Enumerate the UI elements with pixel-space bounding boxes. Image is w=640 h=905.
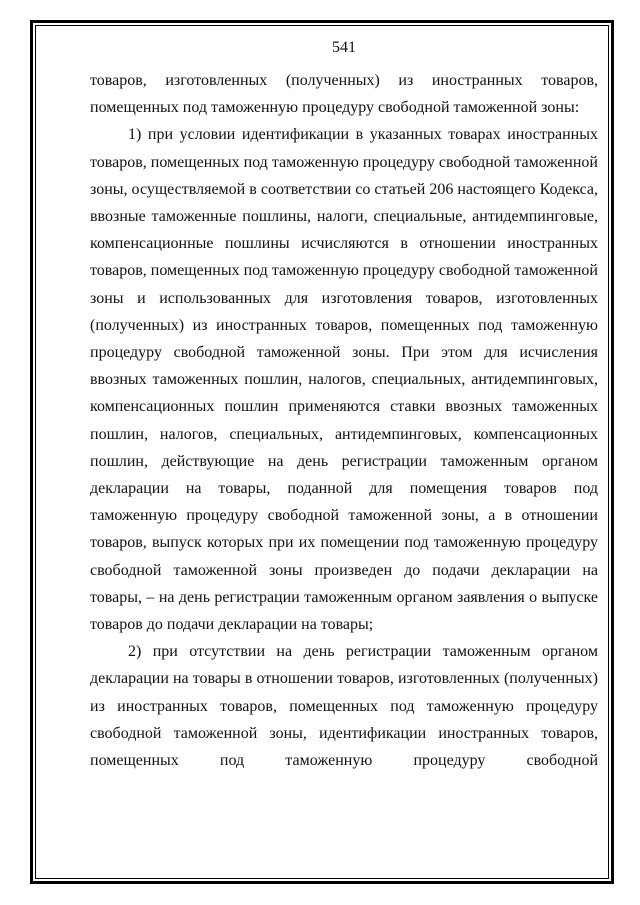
paragraph-continuation: товаров, изготовленных (полученных) из иностранных товаров, помещенных под таможенную процедуру свободной таможенной зоны: — [90, 72, 598, 117]
document-page — [90, 36, 598, 774]
paragraph-item-2: 2) при отсутствии на день регистрации таможенным органом декларации на товары в отношении товаров, изготовленных (полученных) из иностранных товаров, помещенных под таможенную процедуру свободной таможенной зоны, идентификации иностранных товаров, помещенных под таможенную процедуру свободной — [90, 643, 598, 770]
paragraph-item-1: 1) при условии идентификации в указанных товарах иностранных товаров, помещенных под таможенную процедуру свободной таможенной зоны, осуществляемой в соответствии со статьей 206 настоящего Кодекса, ввозные таможенные пошлины, налоги, специальные, антидемпинговые, компенсационные пошлины исчисляются в отношении иностранных товаров, помещенных под таможенную процедуру свободной таможенной зоны и использованных для изготовления товаров, изготовленных (полученных) из иностранных товаров, помещенных под таможенную процедуру свободной таможенной зоны. При этом для исчисления ввозных таможенных пошлин, налогов, специальных, антидемпинговых, компенсационных пошлин применяются ставки ввозных таможенных пошлин, налогов, специальных, антидемпинговых, компенсационных пошлин, действующие на день регистрации таможенным органом декларации на товары, поданной для помещения товаров под таможенную процедуру свободной таможенной зоны, а в отношении товаров, выпуск которых при их помещении под таможенную процедуру свободной таможенной зоны произведен до подачи декларации на товары, – на день регистрации таможенным органом заявления о выпуске товаров до подачи декларации на товары; — [90, 126, 598, 634]
page-number: 541 — [332, 39, 356, 56]
